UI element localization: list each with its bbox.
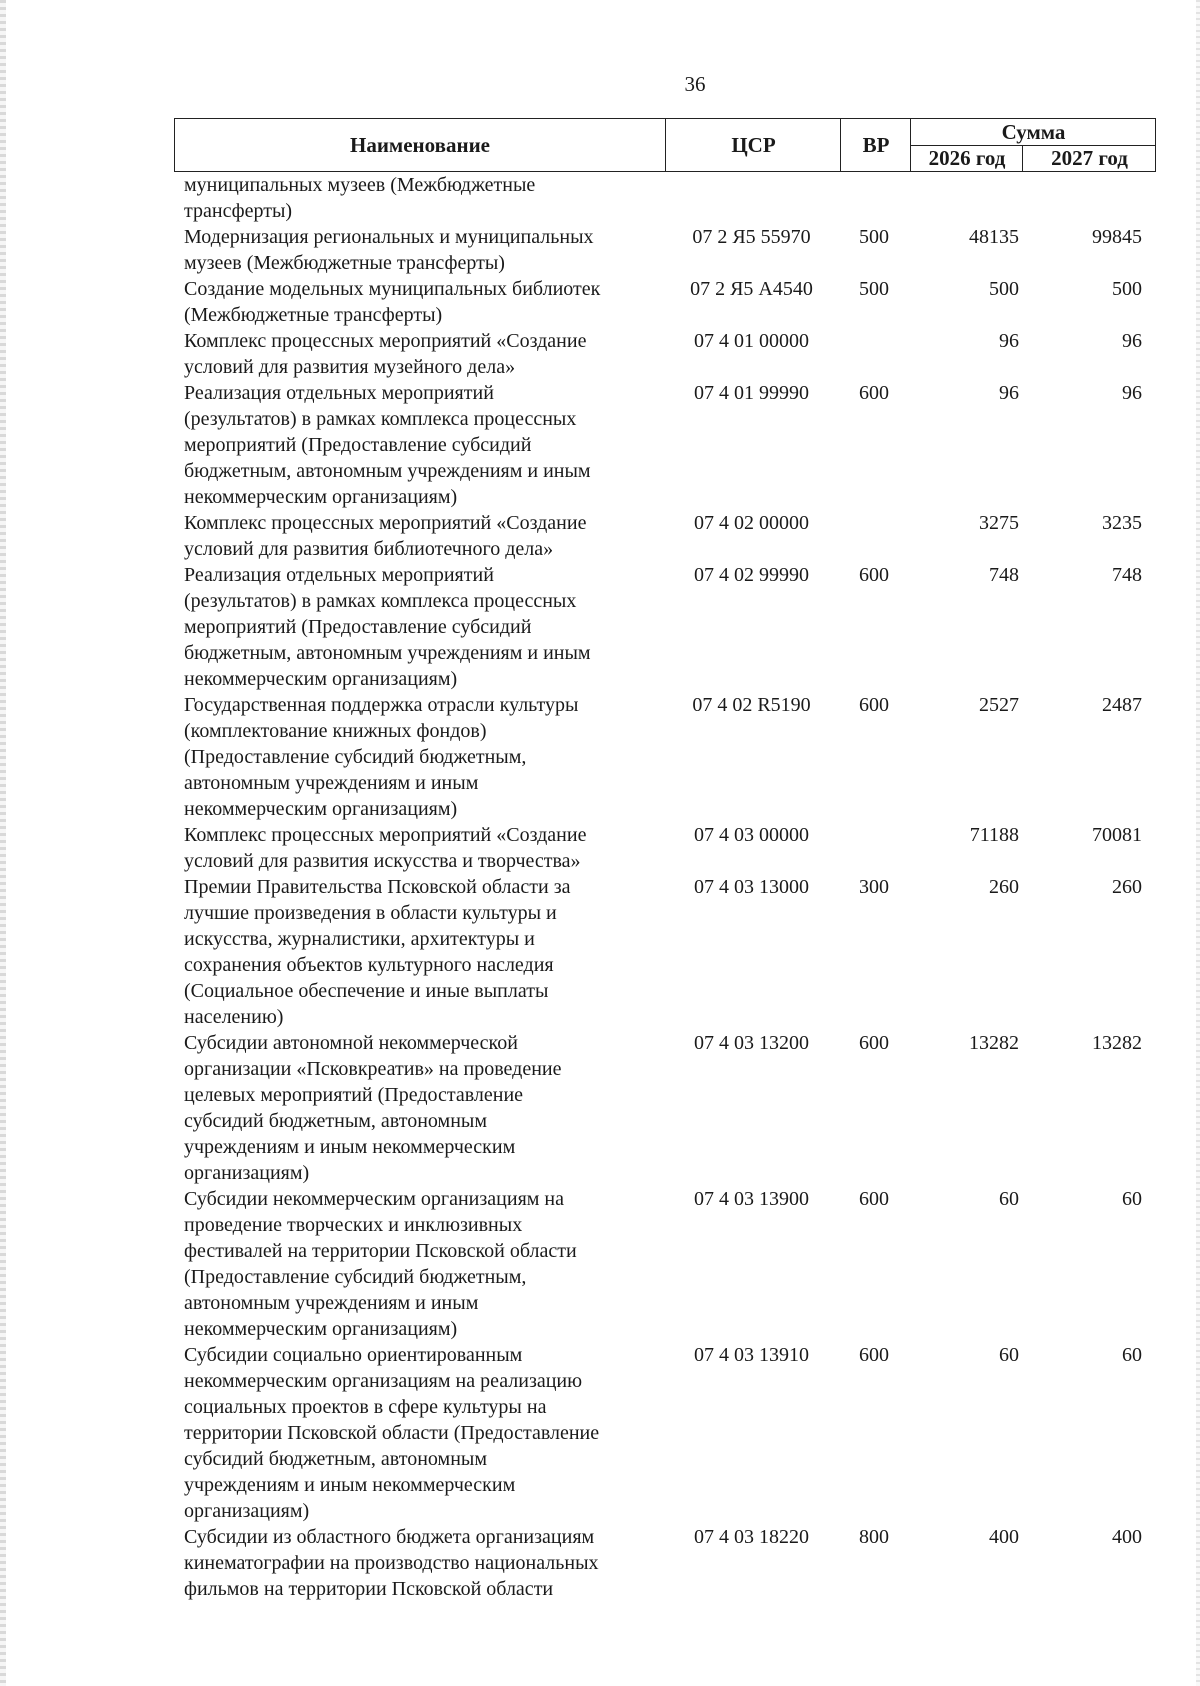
row-sum-2027: 500	[1112, 278, 1142, 300]
row-vr: 600	[859, 1032, 889, 1054]
header-csr: ЦСР	[665, 119, 841, 171]
scan-edge-left	[0, 0, 6, 1686]
row-sum-2026: 13282	[969, 1032, 1019, 1054]
table-row	[184, 276, 1156, 328]
row-sum-2027: 99845	[1092, 226, 1142, 248]
row-name: Создание модельных муниципальных библиотек (Межбюджетные трансферты)	[184, 278, 601, 326]
table-row	[184, 172, 1156, 224]
row-vr: 600	[859, 694, 889, 716]
row-csr: 07 2 Я5 А4540	[690, 278, 813, 300]
row-name: Субсидии некоммерческим организациям на проведение творческих и инклюзивных фестивалей на территории Псковской области (Предоставление субсидий бюджетным, автономным учреждениям и иным некоммерческим организациям)	[184, 1188, 577, 1340]
row-sum-2027: 60	[1122, 1188, 1142, 1210]
row-csr: 07 4 03 00000	[694, 824, 809, 846]
table-row	[184, 510, 1156, 562]
row-sum-2026: 60	[999, 1344, 1019, 1366]
row-csr: 07 4 03 13900	[694, 1188, 809, 1210]
row-name: Комплекс процессных мероприятий «Создание условий для развития библиотечного дела»	[184, 512, 587, 560]
row-vr: 500	[859, 278, 889, 300]
page-number: 36	[684, 72, 706, 96]
row-sum-2027: 13282	[1092, 1032, 1142, 1054]
row-sum-2026: 500	[989, 278, 1019, 300]
row-csr: 07 2 Я5 55970	[692, 226, 811, 248]
row-name: Субсидии автономной некоммерческой организации «Псковкреатив» на проведение целевых мероприятий (Предоставление субсидий бюджетным, автономным учреждениям и иным некоммерческим организациям)	[184, 1032, 562, 1184]
row-sum-2027: 400	[1112, 1526, 1142, 1548]
row-vr: 600	[859, 564, 889, 586]
row-sum-2026: 2527	[979, 694, 1019, 716]
row-name: Комплекс процессных мероприятий «Создание условий для развития музейного дела»	[184, 330, 587, 378]
header-vr: ВР	[840, 119, 911, 171]
header-sum: Сумма	[910, 119, 1156, 146]
row-sum-2026: 96	[999, 330, 1019, 352]
row-sum-2027: 260	[1112, 876, 1142, 898]
row-csr: 07 4 01 00000	[694, 330, 809, 352]
row-sum-2026: 60	[999, 1188, 1019, 1210]
table-row	[184, 328, 1156, 380]
row-name: муниципальных музеев (Межбюджетные трансферты)	[184, 174, 536, 222]
row-csr: 07 4 03 13200	[694, 1032, 809, 1054]
row-sum-2026: 96	[999, 382, 1019, 404]
row-csr: 07 4 01 99990	[694, 382, 809, 404]
header-year-2026: 2026 год	[910, 146, 1023, 171]
row-vr: 500	[859, 226, 889, 248]
table-row	[184, 1186, 1156, 1342]
row-vr: 600	[859, 382, 889, 404]
row-name: Реализация отдельных мероприятий (результатов) в рамках комплекса процессных мероприятий (Предоставление субсидий бюджетным, автономным учреждениям и иным некоммерческим организациям)	[184, 564, 591, 690]
row-sum-2026: 48135	[969, 226, 1019, 248]
table-row	[184, 562, 1156, 692]
header-name: Наименование	[350, 132, 490, 157]
table-header	[174, 118, 1156, 172]
row-csr: 07 4 03 18220	[694, 1526, 809, 1548]
row-name: Субсидии социально ориентированным некоммерческим организациям на реализацию социальных проектов в сфере культуры на территории Псковской области (Предоставление субсидий бюджетным, автономным учреждениям и иным некоммерческим организациям)	[184, 1344, 600, 1522]
row-name: Премии Правительства Псковской области за лучшие произведения в области культуры и искусства, журналистики, архитектуры и сохранения объектов культурного наследия (Социальное обеспечение и иные выплаты населению)	[184, 876, 571, 1028]
row-name: Комплекс процессных мероприятий «Создание условий для развития искусства и творчества»	[184, 824, 587, 872]
table-row	[184, 822, 1156, 874]
row-vr: 600	[859, 1188, 889, 1210]
row-sum-2026: 71188	[969, 824, 1019, 846]
row-sum-2027: 2487	[1102, 694, 1142, 716]
table-row	[184, 692, 1156, 822]
header-year-2027: 2027 год	[1022, 146, 1156, 171]
row-sum-2026: 400	[989, 1526, 1019, 1548]
row-sum-2026: 260	[989, 876, 1019, 898]
row-csr: 07 4 02 99990	[694, 564, 809, 586]
row-sum-2026: 3275	[979, 512, 1019, 534]
row-sum-2027: 60	[1122, 1344, 1142, 1366]
row-sum-2026: 748	[989, 564, 1019, 586]
row-sum-2027: 3235	[1102, 512, 1142, 534]
row-sum-2027: 96	[1122, 330, 1142, 352]
row-vr: 300	[859, 876, 889, 898]
table-row	[184, 874, 1156, 1030]
row-csr: 07 4 02 00000	[694, 512, 809, 534]
row-vr: 600	[859, 1344, 889, 1366]
row-csr: 07 4 03 13910	[694, 1344, 809, 1366]
row-name: Модернизация региональных и муниципальных музеев (Межбюджетные трансферты)	[184, 226, 594, 274]
row-sum-2027: 96	[1122, 382, 1142, 404]
row-name: Субсидии из областного бюджета организациям кинематографии на производство национальных фильмов на территории Псковской области	[184, 1526, 599, 1600]
row-name: Государственная поддержка отрасли культуры (комплектование книжных фондов) (Предоставление субсидий бюджетным, автономным учреждениям и иным некоммерческим организациям)	[184, 694, 579, 820]
table-row	[184, 1342, 1156, 1524]
row-vr: 800	[859, 1526, 889, 1548]
row-sum-2027: 748	[1112, 564, 1142, 586]
table-body	[184, 172, 1156, 1602]
row-csr: 07 4 02 R5190	[692, 694, 811, 716]
row-csr: 07 4 03 13000	[694, 876, 809, 898]
row-sum-2027: 70081	[1092, 824, 1142, 846]
table-row	[184, 1524, 1156, 1602]
table-row	[184, 1030, 1156, 1186]
table-row	[184, 224, 1156, 276]
table-row	[184, 380, 1156, 510]
scan-edge-right	[1196, 0, 1200, 1686]
row-name: Реализация отдельных мероприятий (результатов) в рамках комплекса процессных мероприятий (Предоставление субсидий бюджетным, автономным учреждениям и иным некоммерческим организациям)	[184, 382, 591, 508]
